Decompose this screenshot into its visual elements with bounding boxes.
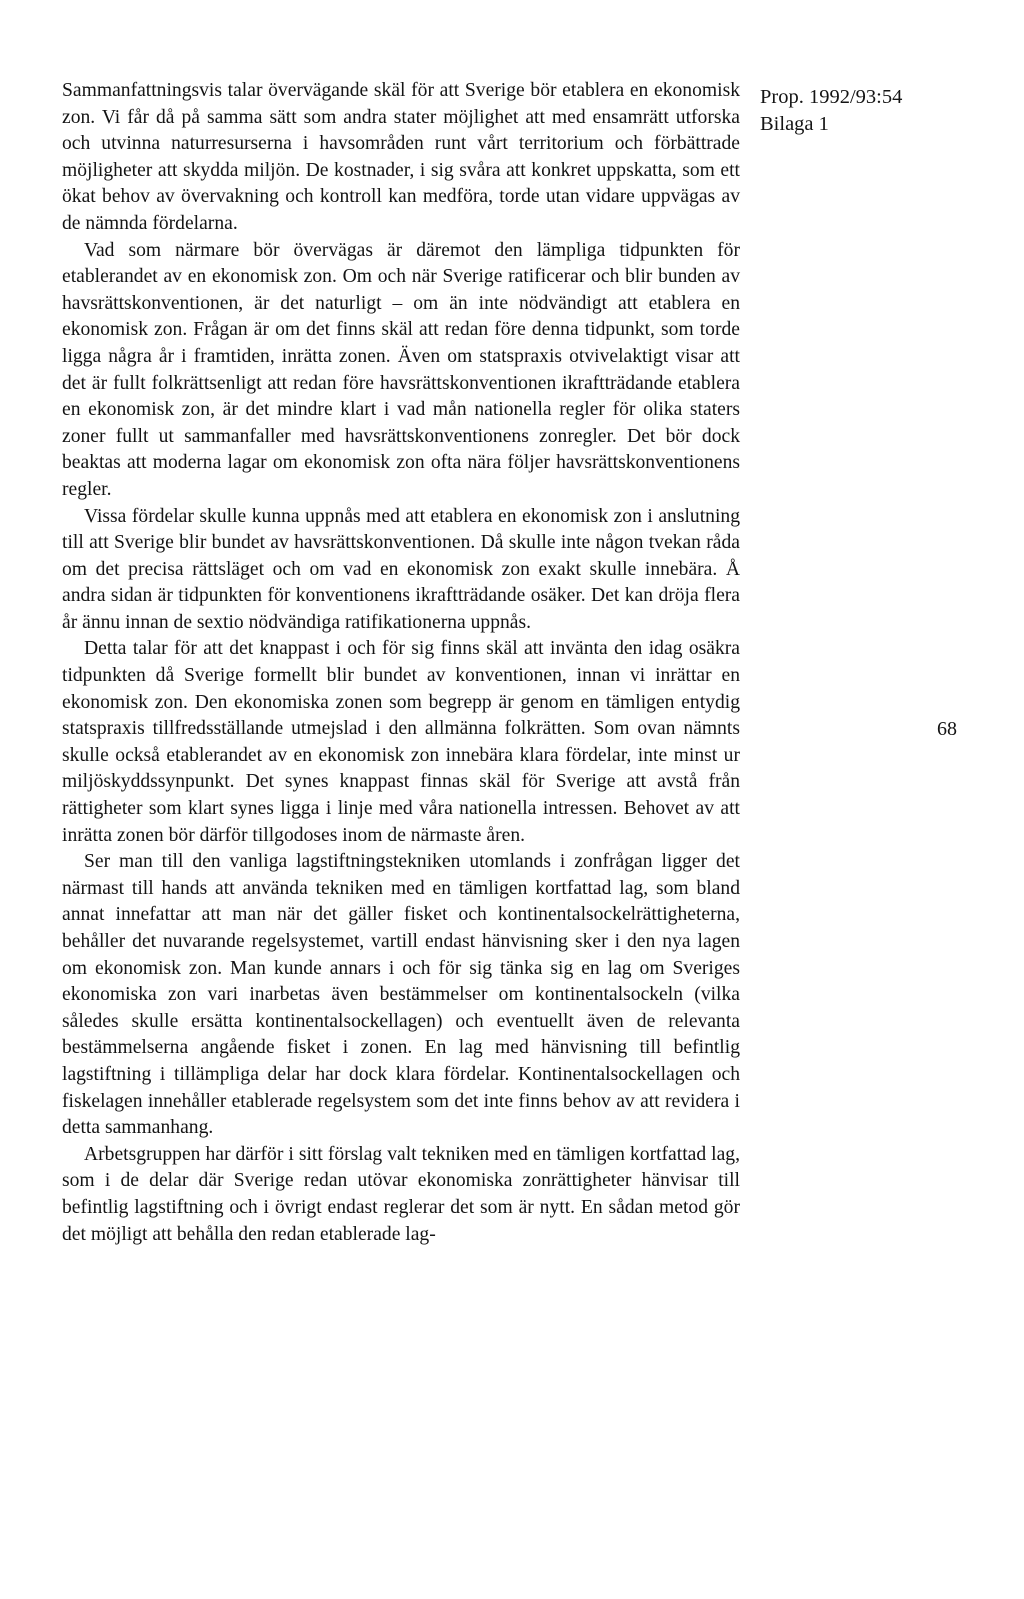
paragraph: Arbetsgruppen har därför i sitt förslag valt tekniken med en tämligen kortfattad lag, som i de delar där Sverige redan utövar ekonomiska zonrättigheter hänvisar till befintlig lagstiftning och i övrigt endast reglerar det som är nytt. En sådan metod gör det möjligt att behålla den redan etablerade lag- (62, 1143, 740, 1245)
paragraph: Ser man till den vanliga lagstiftningstekniken utomlands i zonfrågan ligger det närmast till hands att använda tekniken med en tämligen kortfattad lag, som bland annat innefattar att man när det gäller fisket och kontinentalsockelrättigheterna, behåller det nuvarande regelsystemet, vartill endast hänvisning sker i den nya lagen om ekonomisk zon. Man kunde annars i och för sig tänka sig en lag om Sveriges ekonomiska zon vari inarbetas även bestämmelser om kontinentalsockeln (vilka således skulle ersätta kontinentalsockellagen) och eventuellt även de relevanta bestämmelserna angående fisket i zonen. En lag med hänvisning till befintlig lagstiftning i tillämpliga delar har dock klara fördelar. Kontinentalsockellagen och fiskelagen innehåller etablerade regelsystem som det inte finns behov av att revidera i detta sammanhang. (62, 851, 740, 1139)
paragraph: Sammanfattningsvis talar övervägande skäl för att Sverige bör etablera en ekonomisk zon. Vi får då på samma sätt som andra stater möjlighet att med ensamrätt utforska och utvinna naturresurserna i havsområden runt vårt territorium och förbättrade möjligheter att skydda miljön. De kostnader, i sig svåra att konkret uppskatta, som ett ökat behov av övervakning och kontroll kan medföra, torde utan vidare uppvägas av de nämnda fördelarna. (62, 80, 740, 234)
body-text (62, 78, 740, 1248)
page-number: 68 (937, 718, 957, 740)
paragraph: Vad som närmare bör övervägas är däremot den lämpliga tidpunkten för etablerandet av en ekonomisk zon. Om och när Sverige ratificerar och blir bunden av havsrättskonventionen, är det naturligt – om än inte nödvändigt att etablera en ekonomisk zon. Frågan är om det finns skäl att redan före denna tidpunkt, som torde ligga några år i framtiden, inrätta zonen. Även om statspraxis otvivelaktigt visar att det är fullt folkrättsenligt att redan före havsrättskonventionen ikraftträdande etablera en ekonomisk zon, är det mindre klart i vad mån nationella regler för olika staters zoner fullt ut sammanfaller med havsrättskonventionens zonregler. Det bör dock beaktas att moderna lagar om ekonomisk zon ofta nära följer havsrättskonventionens regler. (62, 239, 740, 500)
document-reference (760, 84, 960, 138)
paragraph: Detta talar för att det knappast i och för sig finns skäl att invänta den idag osäkra tidpunkten då Sverige formellt blir bundet av konventionen, innan vi inrättar en ekonomisk zon. Den ekonomiska zonen som begrepp är genom en tämligen entydig statspraxis tillfredsställande utmejslad i den allmänna folkrätten. Som ovan nämnts skulle också etablerandet av en ekonomisk zon innebära klara fördelar, inte minst ur miljöskyddssynpunkt. Det synes knappast finnas skäl för Sverige att avstå från rättigheter som klart synes ligga i linje med våra nationella intressen. Behovet av att inrätta zonen bör därför tillgodoses inom de närmaste åren. (62, 638, 740, 846)
paragraph: Vissa fördelar skulle kunna uppnås med att etablera en ekonomisk zon i anslutning till att Sverige blir bundet av havsrättskonventionen. Då skulle inte någon tvekan råda om det precisa rättsläget och om vad en ekonomisk zon exakt skulle innebära. Å andra sidan är tidpunkten för konventionens ikraftträdande osäker. Det kan dröja flera år ännu innan de sextio nödvändiga ratifikationerna uppnås. (62, 505, 740, 633)
appendix-label: Bilaga 1 (760, 113, 829, 135)
proposition-number: Prop. 1992/93:54 (760, 86, 903, 108)
